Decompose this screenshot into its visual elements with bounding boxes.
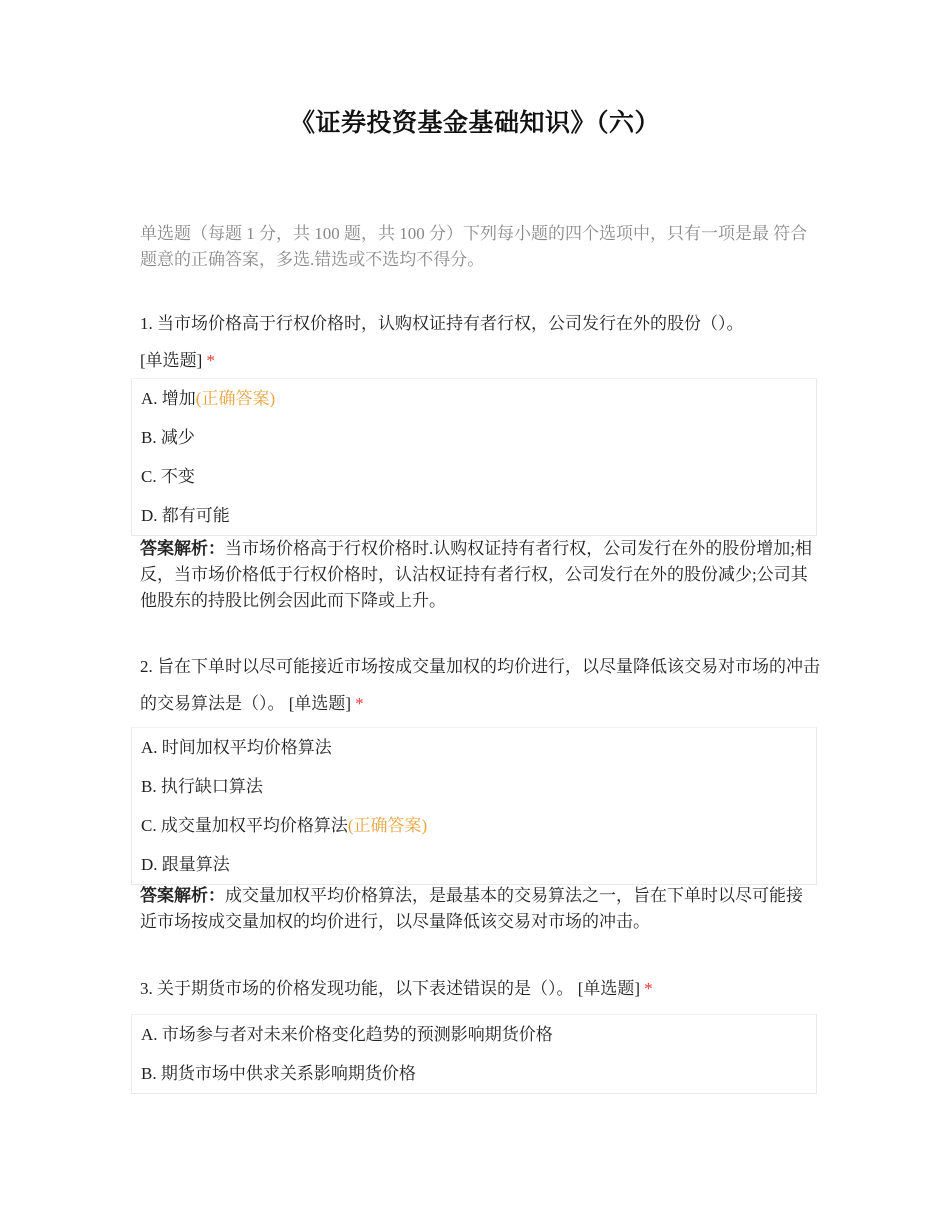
- answer-analysis-2: [140, 883, 816, 935]
- option-b[interactable]: [132, 418, 816, 457]
- option-label: B. 期货市场中供求关系影响期货价格: [141, 1064, 416, 1083]
- option-label: B. 减少: [141, 428, 195, 447]
- answer-analysis-1: [140, 536, 816, 614]
- option-label: A. 时间加权平均价格算法: [141, 738, 332, 757]
- question-text: 1. 当市场价格高于行权价格时，认购权证持有者行权，公司发行在外的股份（）。: [140, 314, 744, 333]
- option-b[interactable]: [132, 1054, 816, 1093]
- required-mark: *: [355, 694, 364, 713]
- option-a[interactable]: [132, 728, 816, 767]
- option-c[interactable]: [132, 457, 816, 496]
- option-label: C. 不变: [141, 467, 195, 486]
- option-c[interactable]: [132, 806, 816, 845]
- option-label: B. 执行缺口算法: [141, 777, 263, 796]
- options-list-3: [131, 1014, 817, 1094]
- analysis-text: 成交量加权平均价格算法，是最基本的交易算法之一，旨在下单时以尽可能接近市场按成交量加权的均价进行，以尽量降低该交易对市场的冲击。: [140, 886, 803, 931]
- analysis-label: 答案解析：: [140, 539, 225, 558]
- analysis-text: 当市场价格高于行权价格时.认购权证持有者行权，公司发行在外的股份增加;相反，当市场价格低于行权价格时，认沽权证持有者行权，公司发行在外的股份减少;公司其他股东的持股比例会因此而下降或上升。: [140, 539, 812, 610]
- question-text: 2. 旨在下单时以尽可能接近市场按成交量加权的均价进行，以尽量降低该交易对市场的冲击的交易算法是（）。: [140, 657, 820, 713]
- option-b[interactable]: [132, 767, 816, 806]
- question-type: [单选题]: [577, 979, 641, 998]
- question-3: [140, 970, 820, 1007]
- option-a[interactable]: [132, 379, 816, 418]
- option-label: D. 跟量算法: [141, 855, 230, 874]
- correct-answer-tag: (正确答案): [195, 389, 276, 408]
- required-mark: *: [644, 979, 653, 998]
- question-1: [140, 305, 820, 379]
- correct-answer-tag: (正确答案): [347, 816, 428, 835]
- option-d[interactable]: [132, 845, 816, 884]
- option-d[interactable]: [132, 496, 816, 535]
- question-2: [140, 648, 820, 722]
- options-list-2: [131, 727, 817, 885]
- question-type: [单选题]: [140, 351, 203, 370]
- option-label: D. 都有可能: [141, 506, 230, 525]
- page-title: 《证券投资基金基础知识》（六）: [289, 108, 660, 137]
- option-label: C. 成交量加权平均价格算法: [141, 816, 348, 835]
- option-a[interactable]: [132, 1015, 816, 1054]
- options-list-1: [131, 378, 817, 536]
- option-label: A. 市场参与者对未来价格变化趋势的预测影响期货价格: [141, 1025, 553, 1044]
- exam-instructions: 单选题（每题 1 分，共 100 题，共 100 分）下列每小题的四个选项中，只有一项是最 符合题意的正确答案，多选.错选或不选均不得分。: [140, 224, 808, 269]
- required-mark: *: [206, 351, 215, 370]
- analysis-label: 答案解析：: [140, 886, 225, 905]
- question-type: [单选题]: [288, 694, 352, 713]
- option-label: A. 增加: [141, 389, 196, 408]
- question-text: 3. 关于期货市场的价格发现功能，以下表述错误的是（）。: [140, 979, 574, 998]
